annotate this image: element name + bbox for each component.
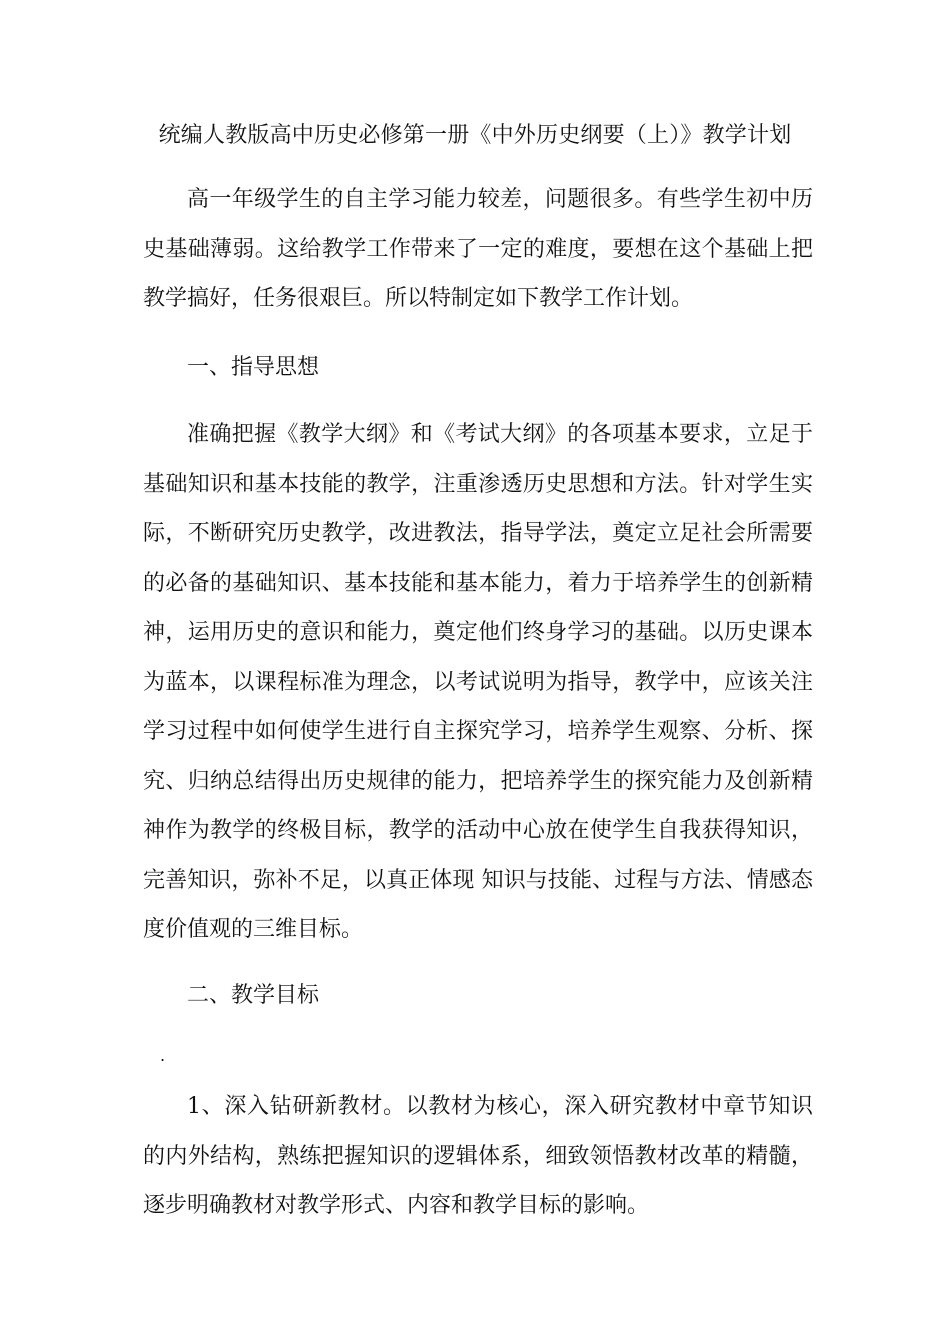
section-heading-teaching-goals: 二、教学目标 [187, 983, 320, 1008]
intro-paragraph: 高一年级学生的自主学习能力较差，问题很多。有些学生初中历史基础薄弱。这给教学工作带来了一定的难度，要想在这个基础上把教学搞好，任务很艰巨。所以特制定如下教学工作计划。 [143, 187, 813, 311]
section-heading-guiding-ideology: 一、指导思想 [187, 355, 320, 380]
document-title: 统编人教版高中历史必修第一册《中外历史纲要（上）》教学计划 [158, 123, 792, 148]
guiding-ideology-paragraph: 准确把握《教学大纲》和《考试大纲》的各项基本要求，立足于基础知识和基本技能的教学，注重渗透历史思想和方法。针对学生实际，不断研究历史教学，改进教法，指导学法，奠定立足社会所需要的必备的基础知识、基本技能和基本能力，着力于培养学生的创新精神，运用历史的意识和能力，奠定他们终身学习的基础。以历史课本为蓝本，以课程标准为理念，以考试说明为指导，教学中，应该关注学习过程中如何使学生进行自主探究学习，培养学生观察、分析、探究、归纳总结得出历史规律的能力，把培养学生的探究能力及创新精神作为教学的终极目标，教学的活动中心放在使学生自我获得知识，完善知识，弥补不足，以真正体现 知识与技能、过程与方法、情感态度价值观的三维目标。 [143, 422, 813, 942]
stray-dot-mark: . [160, 1046, 166, 1065]
teaching-goal-item-1: 1、深入钻研新教材。以教材为核心，深入研究教材中章节知识的内外结构，熟练把握知识的逻辑体系，细致领悟教材改革的精髓，逐步明确教材对教学形式、内容和教学目标的影响。 [143, 1094, 813, 1218]
